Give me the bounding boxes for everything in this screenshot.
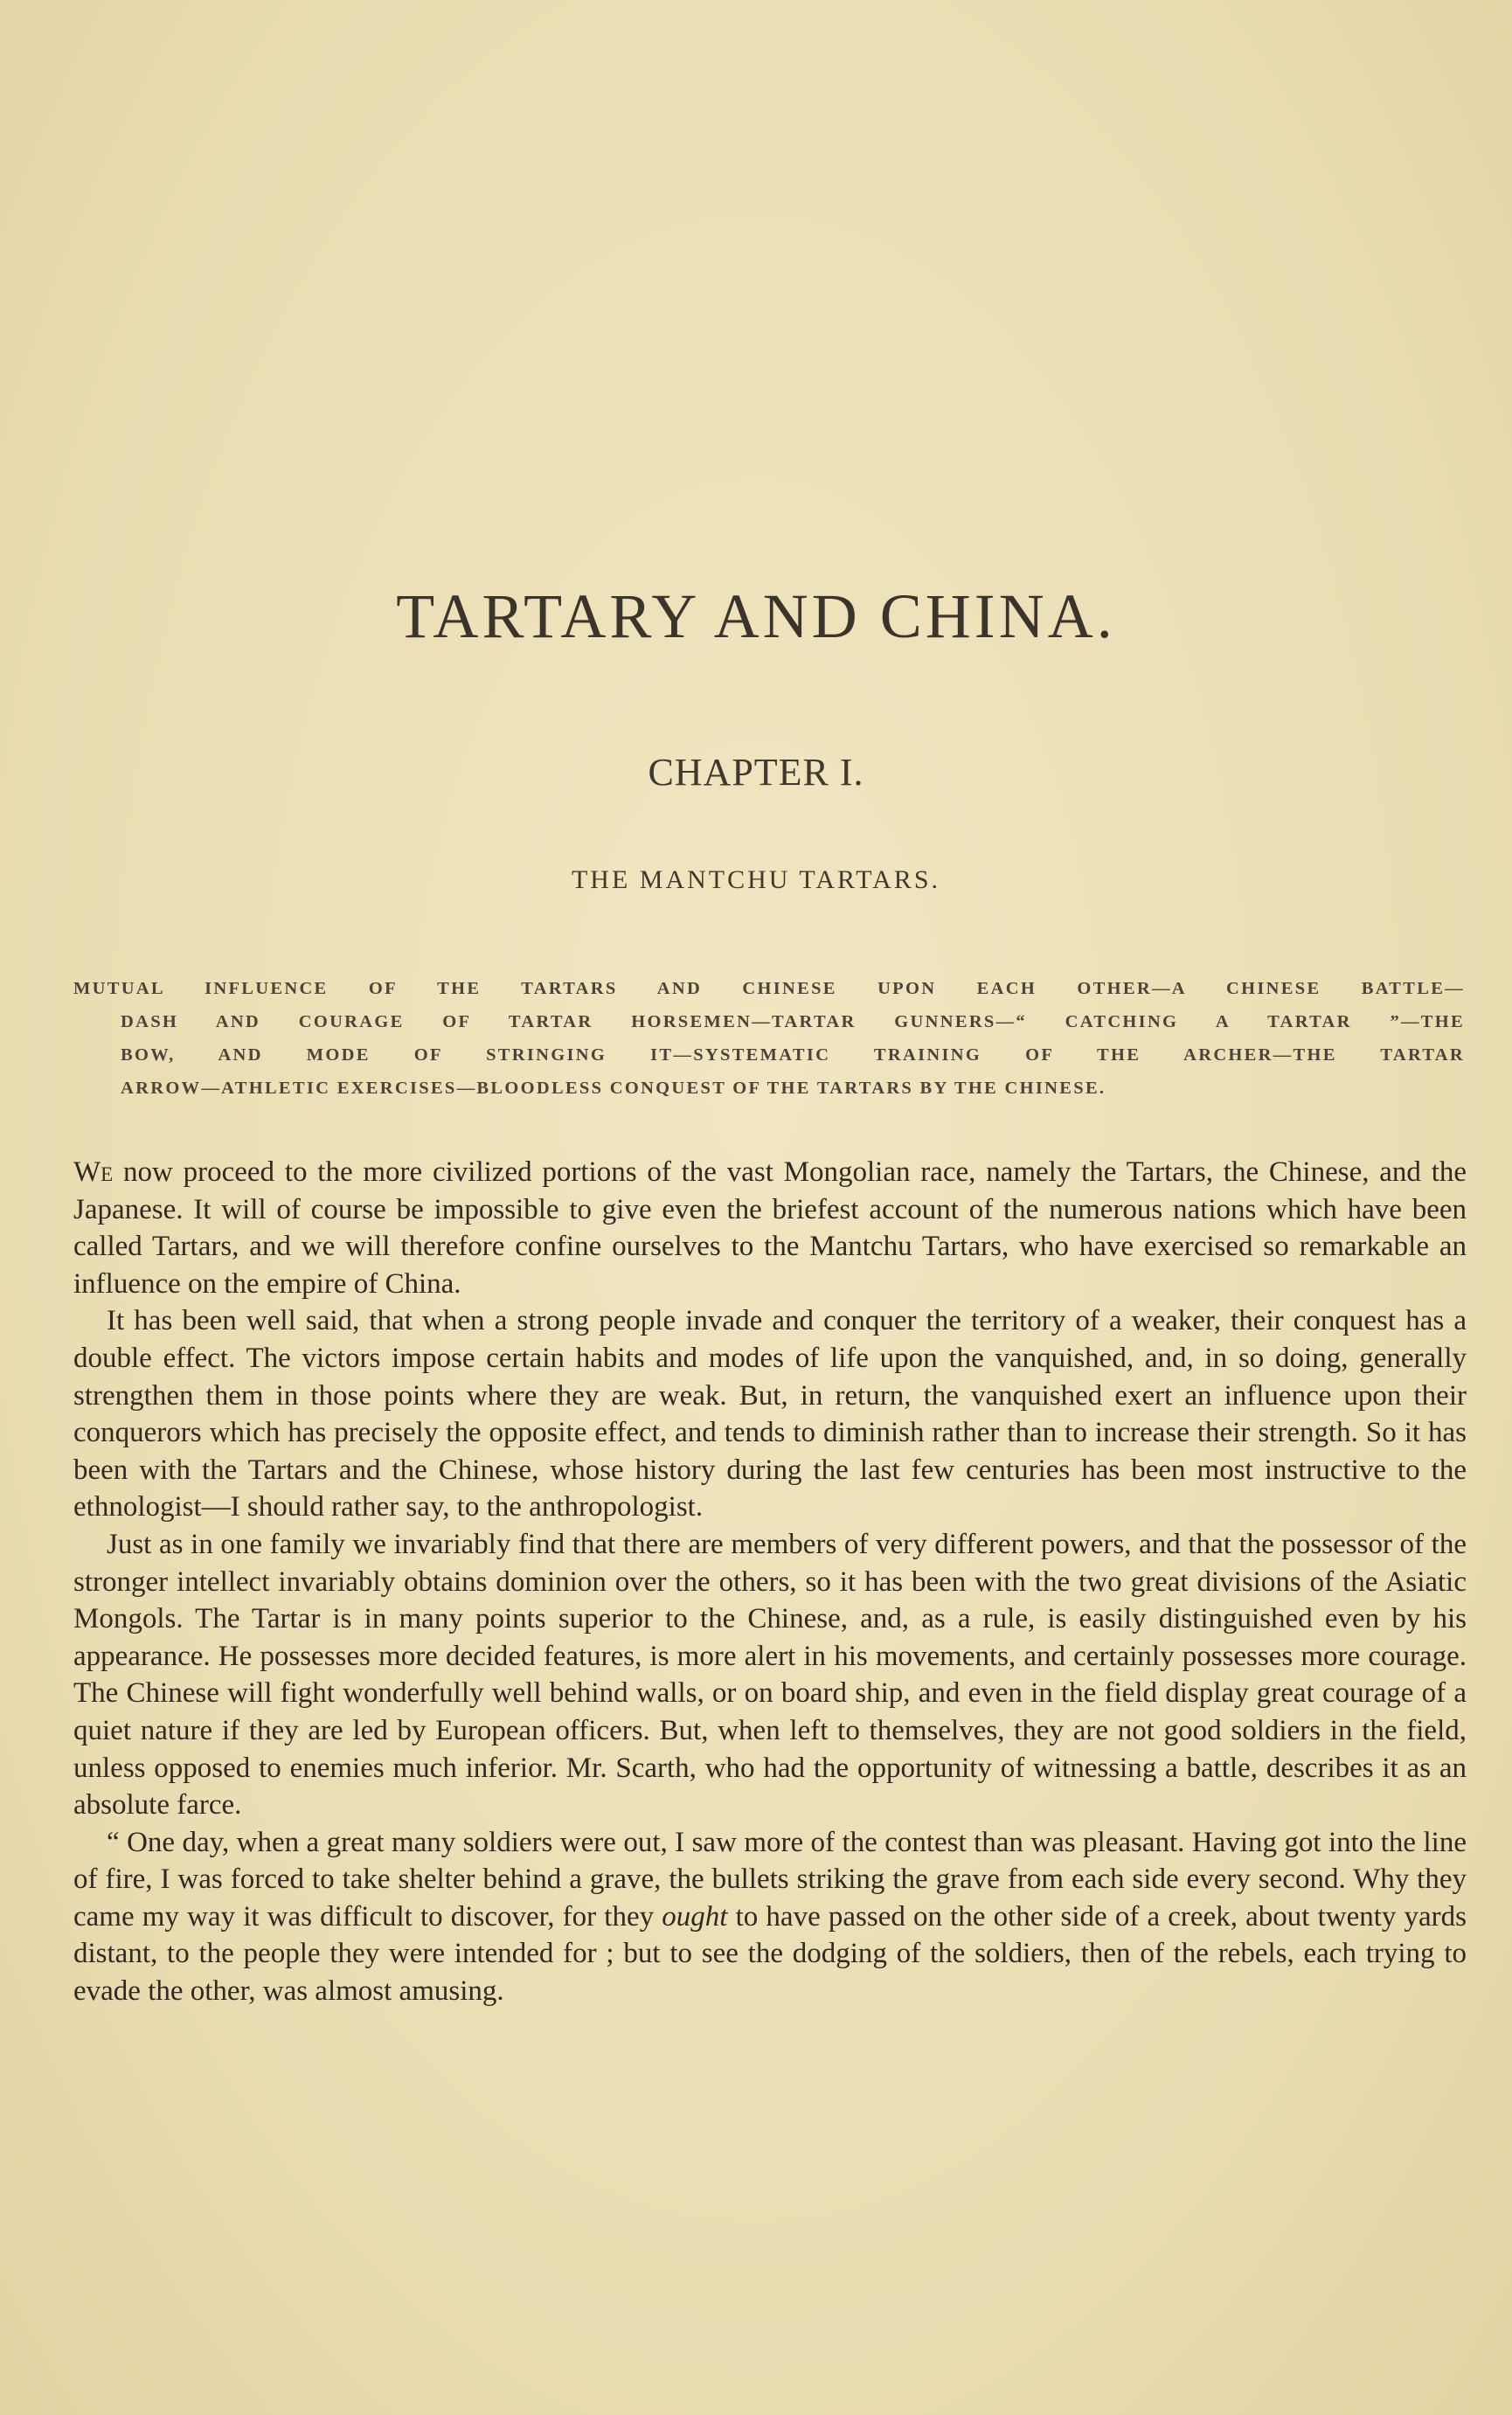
chapter-summary: [73, 972, 1465, 1105]
paragraph: It has been well said, that when a strong people invade and conquer the territory of a weaker, their conquest has a double effect. The victors impose certain habits and modes of life upon the vanquished, and, in so doing, generally strengthen them in those points where they are weak. But, in return, the vanquished exert an influence upon their conquerors which has precisely the opposite effect, and tends to diminish rather than to increase their strength. So it has been with the Tartars and the Chinese, whose history during the last few centuries has been most instructive to the ethnologist—I should rather say, to the anthropologist.: [73, 1305, 1467, 1523]
emphasis-word: ought: [662, 1900, 728, 1933]
paragraph: Just as in one family we invariably find that there are members of very different powers, and that the possessor of the stronger intellect invariably obtains dominion over the others, so it has been with the two great divisions of the Asiatic Mongols. The Tartar is in many points superior to the Chinese, and, as a rule, is easily distinguished even by his appearance. He possesses more decided features, is more alert in his movements, and certainly possesses more courage. The Chinese will fight wonderfully well behind walls, or on board ship, and even in the field display great courage of a quiet nature if they are led by European officers. But, when left to themselves, they are not good soldiers in the field, unless opposed to enemies much inferior. Mr. Scarth, who had the opportunity of witnessing a battle, describes it as an absolute farce.: [73, 1528, 1467, 1822]
paragraph: [73, 1154, 1467, 1302]
quote-text: “ One day, when a great many soldiers were out, I saw more of the contest than was pleasant. Having got into the line of fire, I was forced to take shelter behind a grave, the bullets striking the grave from each side every second. Why they came my way it was difficult to discover, for they: [73, 1826, 1467, 1933]
drop-cap-words: We: [73, 1156, 114, 1188]
body-text: [73, 1154, 1467, 2010]
summary-line: ARROW—ATHLETIC EXERCISES—BLOODLESS CONQUEST OF THE TARTARS BY THE CHINESE.: [121, 1079, 1106, 1098]
summary-line: DASH AND COURAGE OF TARTAR HORSEMEN—TARTAR GUNNERS—“ CATCHING A TARTAR ”—THE: [121, 1012, 1465, 1031]
chapter-heading: CHAPTER I.: [648, 751, 864, 794]
paragraph-text: now proceed to the more civilized portions of the vast Mongolian race, namely the Tartars, the Chinese, and the Japanese. It will of course be impossible to give even the briefest account of the numerous nations which have been called Tartars, and we will therefore confine ourselves to the Mantchu Tartars, who have exercised so remarkable an influence on the empire of China.: [73, 1156, 1467, 1300]
summary-line: MUTUAL INFLUENCE OF THE TARTARS AND CHINESE UPON EACH OTHER—A CHINESE BATTLE—: [73, 979, 1465, 998]
quote-text: to have passed on the other side of a creek, about twenty yards distant, to the people they were intended for ; but to see the dodging of the soldiers, then of the rebels, each trying to evade the other, was almost amusing.: [73, 1900, 1467, 2008]
chapter-subtitle: THE MANTCHU TARTARS.: [571, 865, 941, 894]
paragraph: [73, 1824, 1467, 2010]
book-title: TARTARY AND CHINA.: [396, 581, 1116, 651]
summary-line: BOW, AND MODE OF STRINGING IT—SYSTEMATIC TRAINING OF THE ARCHER—THE TARTAR: [121, 1045, 1465, 1065]
